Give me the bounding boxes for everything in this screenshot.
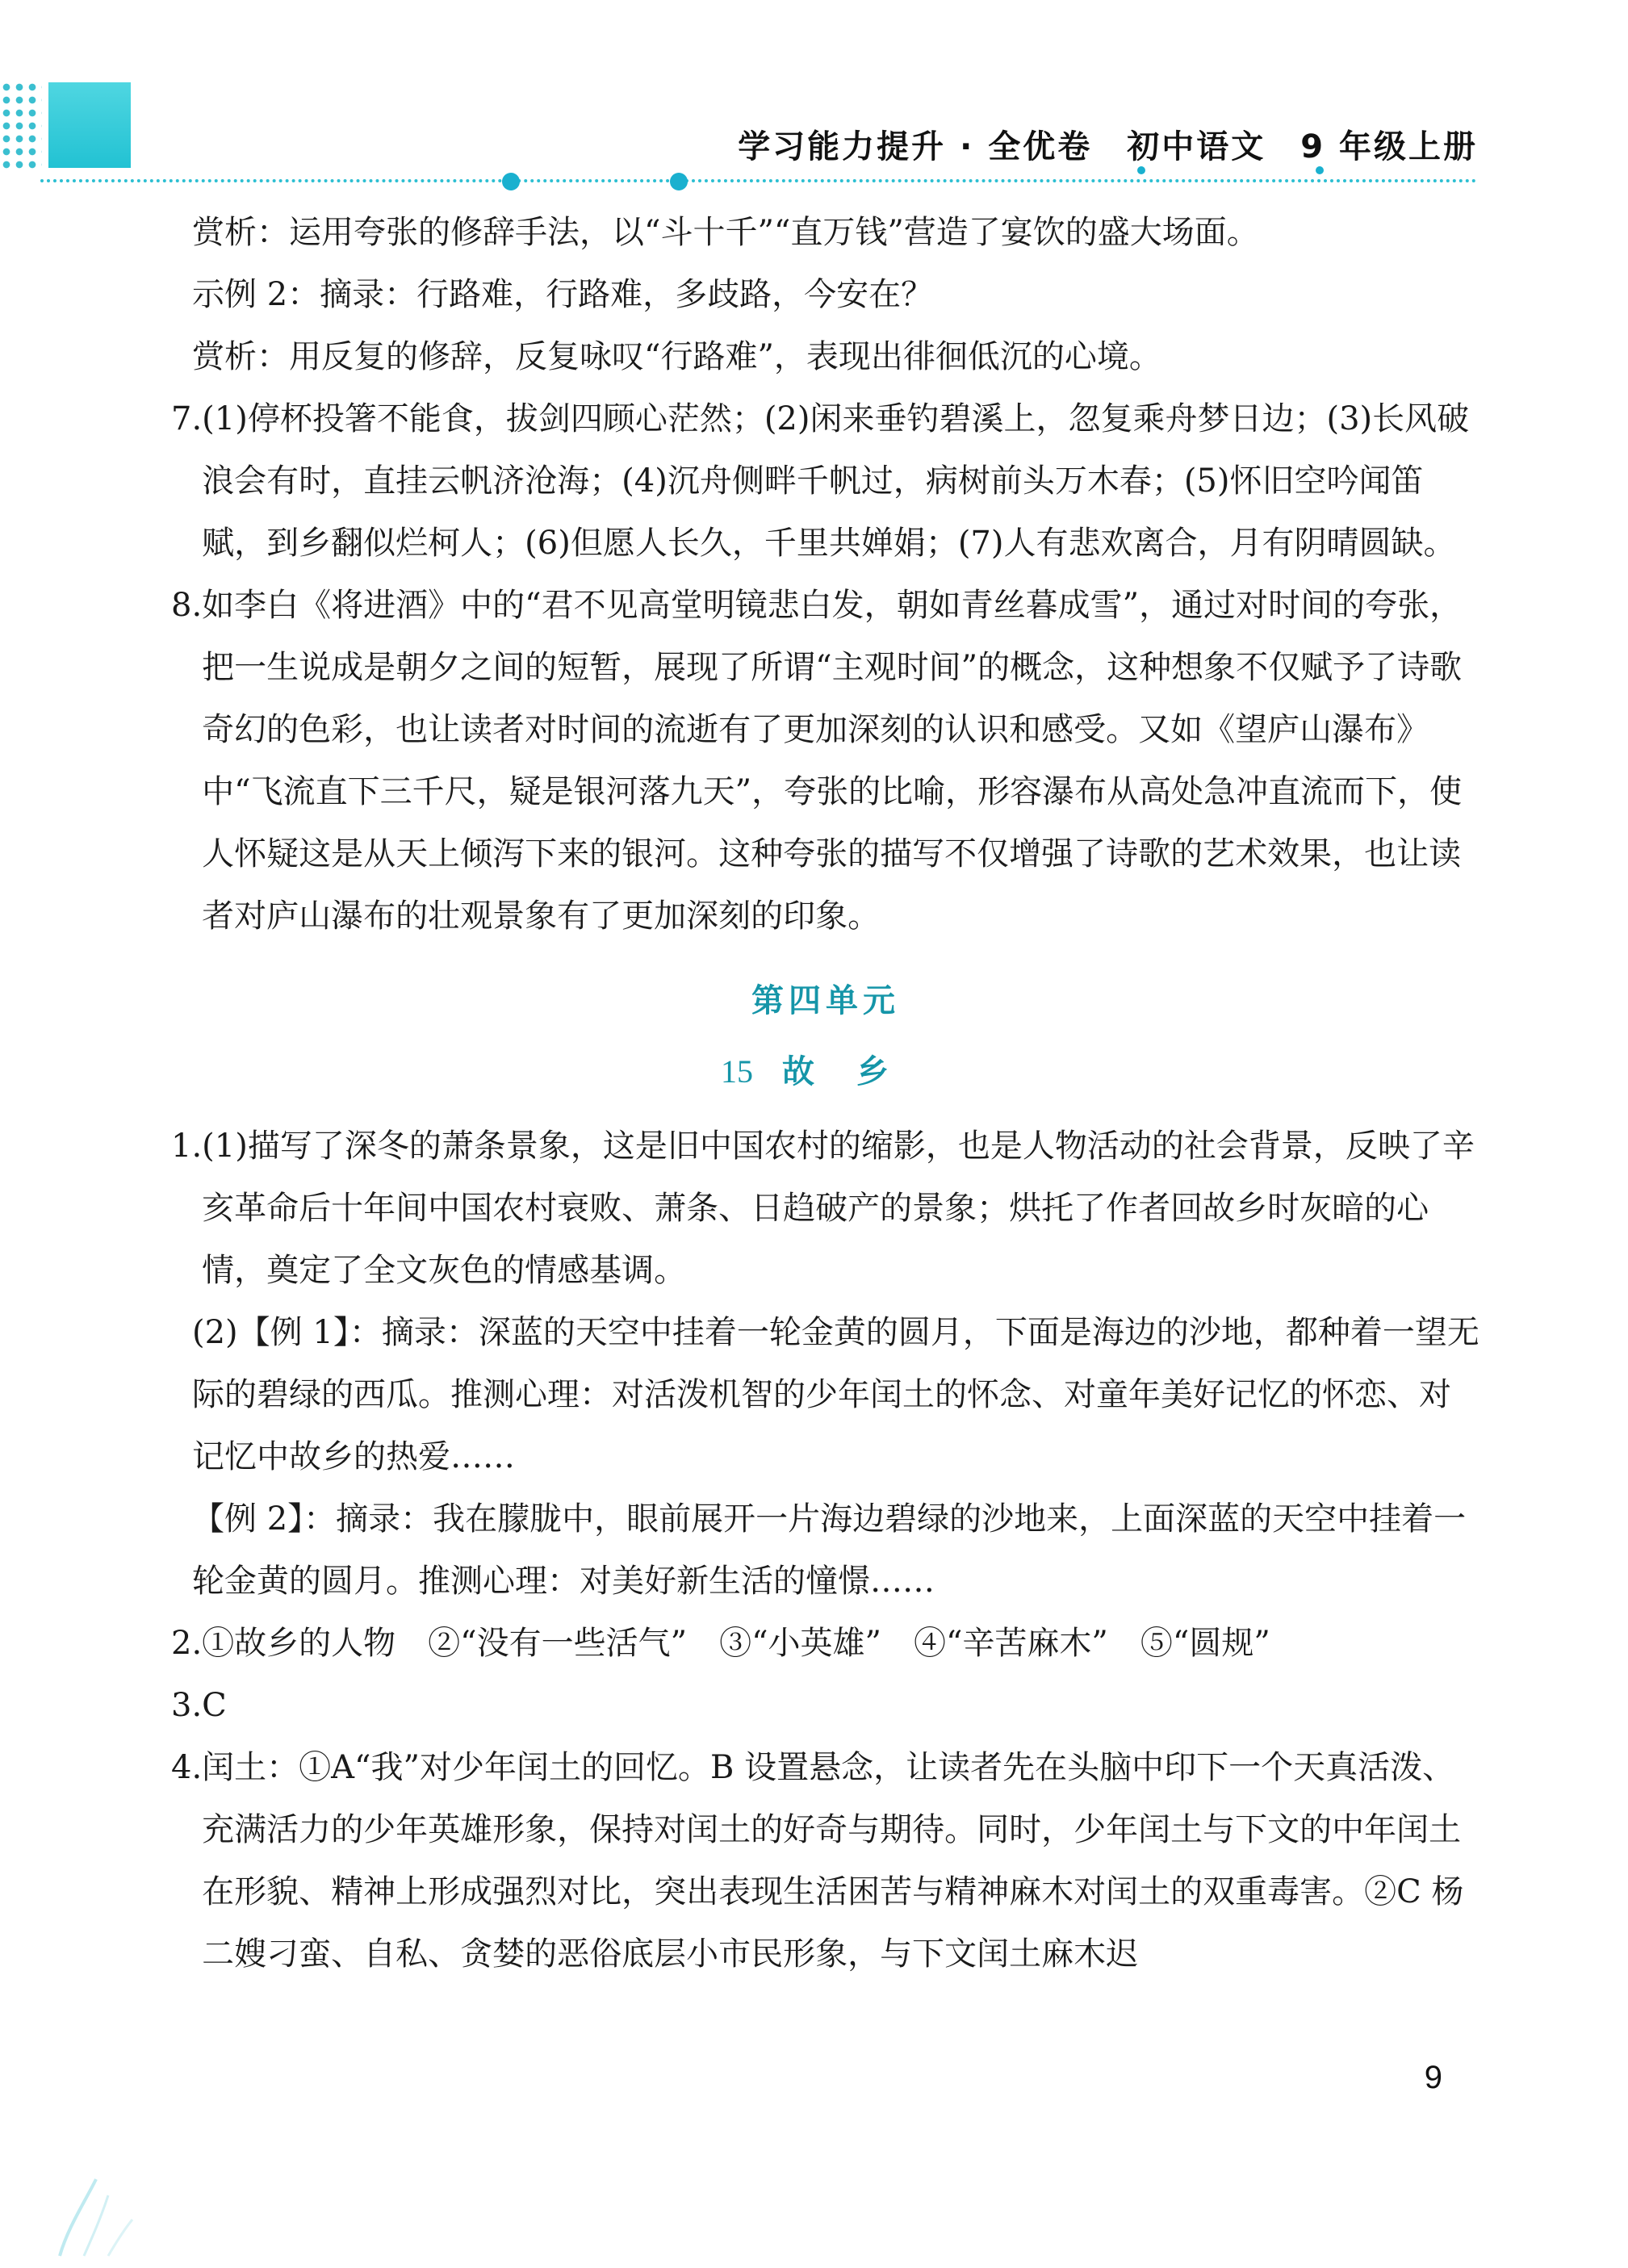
answer-number: 7. <box>171 400 203 437</box>
answer-text: (2)【例 1】：摘录：深蓝的天空中挂着一轮金黄的圆月，下面是海边的沙地，都种着一望无际的碧绿的西瓜。推测心理：对活泼机智的少年闰土的怀念、对童年美好记忆的怀恋、对记忆中故乡的热爱…… <box>192 1314 1479 1475</box>
answer-number: 2. <box>171 1625 203 1662</box>
answer-text: C <box>202 1687 227 1724</box>
answer-number: 8. <box>171 587 203 624</box>
answer-text: 【例 2】：摘录：我在朦胧中，眼前展开一片海边碧绿的沙地来，上面深蓝的天空中挂着一轮金黄的圆月。推测心理：对美好新生活的憧憬…… <box>192 1500 1467 1600</box>
header-rule-dot <box>1316 166 1324 174</box>
header-dot-grid <box>0 81 42 171</box>
answer-number: 3. <box>171 1687 203 1724</box>
answer-number: 4. <box>171 1749 203 1786</box>
answer-text: 闰土：①A“我”对少年闰土的回忆。B 设置悬念，让读者先在头脑中印下一个天真活泼、充满活力的少年英雄形象，保持对闰土的好奇与期待。同时，少年闰土与下文的中年闰土在形貌、精神上形成强烈对比，突出表现生活困苦与精神麻木对闰土的双重毒害。②C 杨二嫂刁蛮、自私、贪婪的恶俗底层小市民形象，与下文闰土麻木迟 <box>202 1749 1464 1973</box>
unit-title: 第四单元 <box>751 981 900 1019</box>
header-rule-dot <box>670 173 688 190</box>
header-dotted-rule <box>40 179 1477 182</box>
answer-item <box>171 388 1480 575</box>
answer-item <box>171 575 1480 948</box>
answer-text: (1)停杯投箸不能食，拔剑四顾心茫然；(2)闲来垂钓碧溪上，忽复乘舟梦日边；(3)长风破浪会有时，直挂云帆济沧海；(4)沉舟侧畔千帆过，病树前头万木春；(5)怀旧空吟闻笛赋，到乡翻似烂柯人；(6)但愿人长久，千里共婵娟；(7)人有悲欢离合，月有阴晴圆缺。 <box>202 400 1470 562</box>
decorative-swirl-icon <box>52 2171 140 2260</box>
answer-item <box>171 1613 1480 1675</box>
answer-text: ①故乡的人物 ②“没有一些活气” ③“小英雄” ④“辛苦麻木” ⑤“圆规” <box>202 1625 1270 1662</box>
answer-text: 赏析：运用夸张的修辞手法，以“斗十千”“直万钱”营造了宴饮的盛大场面。 <box>192 214 1259 251</box>
answer-number: 1. <box>171 1128 203 1165</box>
lesson-title <box>171 1040 1480 1104</box>
answer-item <box>171 1115 1480 1302</box>
header-rule-dot <box>502 173 520 190</box>
header-title: 学习能力提升 · 全优卷 初中语文 9 年级上册 <box>738 128 1478 165</box>
answer-item <box>171 1675 1480 1737</box>
answer-item <box>171 1737 1480 1986</box>
page-content <box>171 202 1480 1986</box>
answer-text: 赏析：用反复的修辞，反复咏叹“行路难”，表现出徘徊低沉的心境。 <box>192 338 1161 375</box>
header-color-block <box>48 82 131 168</box>
answer-text: 示例 2：摘录：行路难，行路难，多歧路，今安在？ <box>192 276 934 313</box>
lesson-number: 15 <box>721 1053 753 1090</box>
page-number: 9 <box>1424 2060 1442 2095</box>
lesson-name: 故乡 <box>782 1052 931 1090</box>
header-rule-dot <box>1137 166 1145 174</box>
answer-text: 如李白《将进酒》中的“君不见高堂明镜悲白发，朝如青丝暮成雪”，通过对时间的夸张，把一生说成是朝夕之间的短暂，展现了所谓“主观时间”的概念，这种想象不仅赋予了诗歌奇幻的色彩，也让读者对时间的流逝有了更加深刻的认识和感受。又如《望庐山瀑布》中“飞流直下三千尺，疑是银河落九天”，夸张的比喻，形容瀑布从高处急冲直流而下，使人怀疑这是从天上倾泻下来的银河。这种夸张的描写不仅增强了诗歌的艺术效果，也让读者对庐山瀑布的壮观景象有了更加深刻的印象。 <box>202 587 1463 935</box>
answer-text: (1)描写了深冬的萧条景象，这是旧中国农村的缩影，也是人物活动的社会背景，反映了辛亥革命后十年间中国农村衰败、萧条、日趋破产的景象；烘托了作者回故乡时灰暗的心情，奠定了全文灰色的情感基调。 <box>202 1128 1475 1289</box>
